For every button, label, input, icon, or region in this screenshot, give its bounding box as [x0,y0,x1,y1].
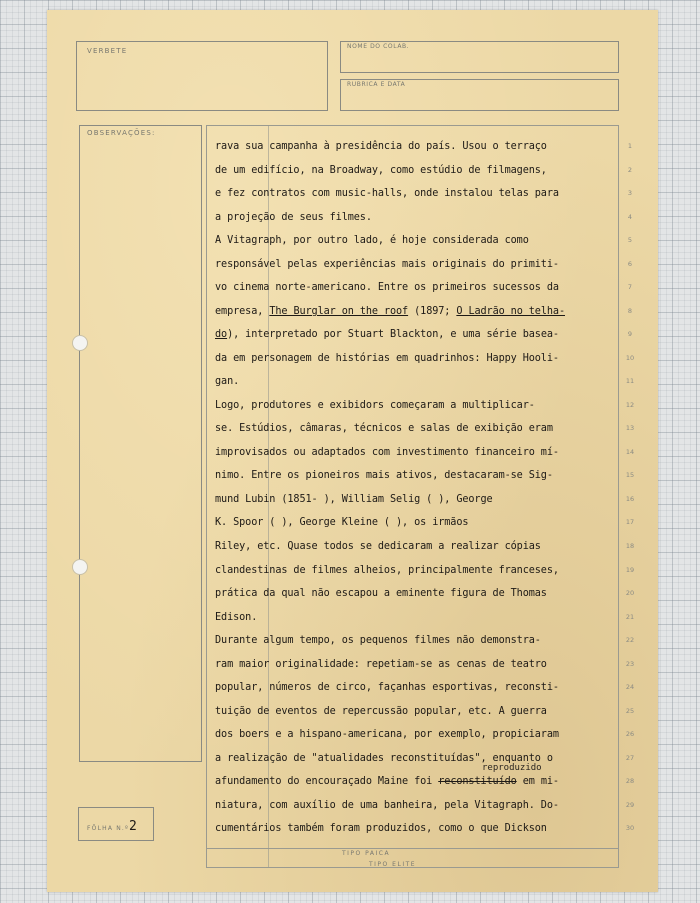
punch-hole-top [72,335,88,351]
line-text: se. Estúdios, câmaras, técnicos e salas de exibição eram [215,423,553,434]
line-text: ), interpretado por Stuart Blackton, e uma série basea- [227,329,559,340]
line-text: tuição de eventos de repercussão popular, etc. A guerra [215,706,547,717]
line-text: clandestinas de filmes alheios, principalmente franceses, [215,565,559,576]
line-text: nimo. Entre os pioneiros mais ativos, destacaram-se Sig- [215,470,553,481]
typed-line [215,512,617,534]
typed-line [215,795,617,817]
underlined-title: do [215,329,228,340]
line-number: 9 [627,330,633,338]
typed-line [215,277,617,299]
folha-box [78,807,154,841]
typed-line [215,583,617,605]
line-text: prática da qual não escapou a eminente figura de Thomas [215,588,547,599]
line-number: 2 [627,166,633,174]
typed-line [215,465,617,487]
typed-line [215,207,617,229]
typed-line [215,724,617,746]
typed-line [215,536,617,558]
line-text: e fez contratos com music-halls, onde instalou telas para [215,188,559,199]
typed-line [215,160,617,182]
typed-line [215,183,617,205]
underlined-title: O Ladrão no telha- [456,306,565,317]
tipo-elite-label: TIPO ELITE [369,861,417,868]
folha-label: FÔLHA N.º [87,825,130,832]
line-text: A Vitagraph, por outro lado, é hoje considerada como [215,235,529,246]
typed-line [215,254,617,276]
typed-line [215,677,617,699]
typed-line [215,489,617,511]
line-text: popular, números de circo, façanhas esportivas, reconsti- [215,682,559,693]
struck-word: reconstituído [438,776,517,787]
typed-line [215,607,617,629]
line-number: 8 [627,307,633,315]
line-text: vo cinema norte-americano. Entre os primeiros sucessos da [215,282,559,293]
typed-line [215,630,617,652]
line-text: rava sua campanha à presidência do país. Usou o terraço [215,141,547,152]
line-number: 17 [625,518,635,526]
line-text: niatura, com auxílio de uma banheira, pela Vitagraph. Do- [215,800,559,811]
line-text: gan. [215,376,240,387]
line-number: 24 [625,683,635,691]
line-text: Logo, produtores e exibidors começaram a multiplicar- [215,400,535,411]
typed-line [215,560,617,582]
line-text: improvisados ou adaptados com investimento financeiro mí- [215,447,559,458]
line-number: 27 [625,754,635,762]
typed-line [215,418,617,440]
typed-line [215,701,617,723]
line-text: responsável pelas experiências mais originais do primiti- [215,259,559,270]
line-text: Durante algum tempo, os pequenos filmes não demonstra- [215,635,541,646]
tipo-paica-label: TIPO PAICA [342,850,391,857]
typed-line [215,230,617,252]
line-number: 7 [627,283,633,291]
nome-colab-label: NOME DO COLAB. [347,43,410,50]
line-number: 10 [625,354,635,362]
line-number: 16 [625,495,635,503]
line-text: a realização de "atualidades reconstituídas", enquanto o [215,753,553,764]
line-text: em mi- [516,776,559,787]
typed-line [215,654,617,676]
underlined-title: The Burglar on the roof [269,306,409,317]
line-text: a projeção de seus filmes. [215,212,372,223]
line-number: 15 [625,471,635,479]
line-text: Riley, etc. Quase todos se dedicaram a realizar cópias [215,541,541,552]
line-number: 11 [625,377,635,385]
line-number: 21 [625,613,635,621]
typed-line [215,818,617,840]
rubrica-label: RUBRICA E DATA [347,81,406,88]
line-text: da em personagem de histórias em quadrinhos: Happy Hooli- [215,353,559,364]
line-text: empresa, [215,306,270,317]
line-text: afundamento do encouraçado Maine foi [215,776,439,787]
line-number: 30 [625,824,635,832]
line-number: 26 [625,730,635,738]
inserted-correction: reproduzido [482,763,542,773]
line-number: 28 [625,777,635,785]
line-text: de um edifício, na Broadway, como estúdio de filmagens, [215,165,547,176]
line-text: ram maior originalidade: repetiam-se as cenas de teatro [215,659,547,670]
typed-line [215,324,617,346]
line-text: mund Lubin (1851- ), William Selig ( ), George [215,494,493,505]
line-number: 25 [625,707,635,715]
line-number: 1 [627,142,633,150]
line-number: 20 [625,589,635,597]
line-text: Edison. [215,612,258,623]
typed-line [215,748,617,770]
typed-line [215,371,617,393]
footer-rule-1 [206,848,619,849]
line-number: 18 [625,542,635,550]
typed-line [215,301,617,323]
typed-line [215,771,617,793]
line-number: 13 [625,424,635,432]
verbete-label: VERBETE [87,47,128,55]
line-text: cumentários também foram produzidos, como o que Dickson [215,823,547,834]
line-number: 12 [625,401,635,409]
typed-line [215,395,617,417]
line-number: 14 [625,448,635,456]
punch-hole-bottom [72,559,88,575]
line-number: 5 [627,236,633,244]
observacoes-box [79,125,202,762]
text-area-left-rule [206,125,207,867]
text-area-right-rule [618,125,619,867]
typed-line [215,348,617,370]
observacoes-label: OBSERVAÇÕES: [87,129,156,137]
line-number: 29 [625,801,635,809]
line-text: (1897; [408,306,457,317]
line-number: 19 [625,566,635,574]
typed-line [215,442,617,464]
line-number: 22 [625,636,635,644]
folha-number: 2 [129,819,137,834]
line-text: dos boers e a hispano-americana, por exemplo, propiciaram [215,729,559,740]
typed-line [215,136,617,158]
line-number: 23 [625,660,635,668]
line-number: 6 [627,260,633,268]
line-number: 4 [627,213,633,221]
line-text: K. Spoor ( ), George Kleine ( ), os irmãos [215,517,469,528]
line-number: 3 [627,189,633,197]
